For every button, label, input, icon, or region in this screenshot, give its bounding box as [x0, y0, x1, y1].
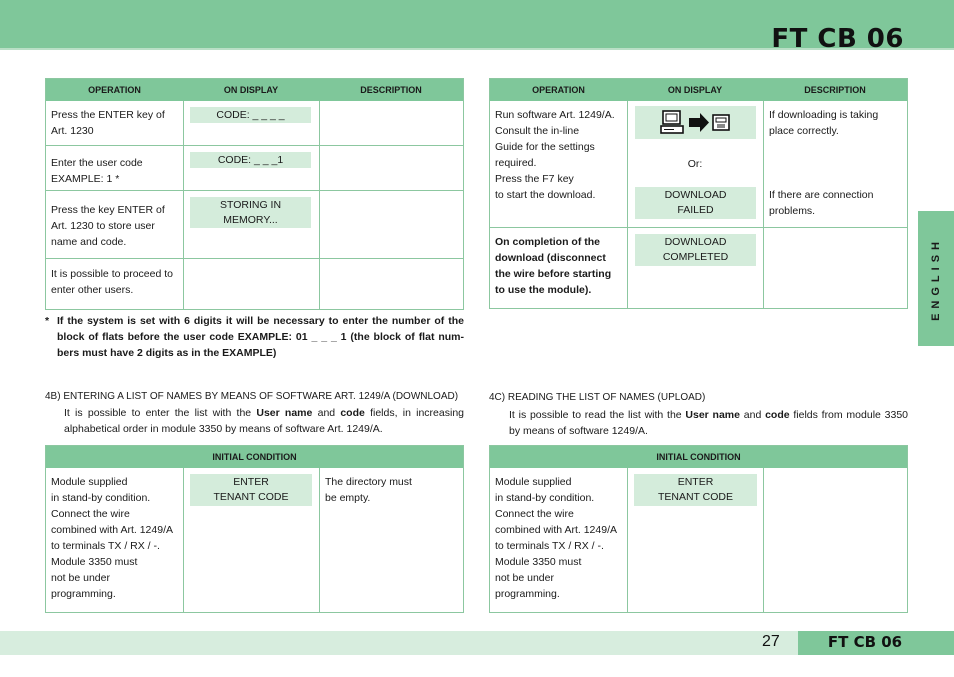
language-tab-label: ENGLISH [930, 236, 942, 321]
initial-condition-text: Module supplied in stand-by condition. Connect the wire combined with Art. 1249/A to terminals TX / RX / -. Module 3350 must not be under programming. [495, 476, 617, 600]
display-readout: CODE: _ _ _1 [190, 152, 311, 168]
row-divider [490, 227, 907, 228]
table-row-operation: It is possible to proceed to enter other users. [51, 268, 173, 296]
column-header-initial-condition: INITIAL CONDITION [46, 446, 463, 468]
footer-title: FT CB 06 [827, 633, 903, 651]
table-user-entry [45, 78, 464, 310]
column-divider [763, 101, 764, 308]
column-header-initial-condition: INITIAL CONDITION [490, 446, 907, 468]
section-paragraph-4c: It is possible to read the list with the User name and code fields from module 3350 [509, 409, 908, 421]
section-paragraph-4c-line2: by means of software 1249/A. [509, 425, 648, 437]
display-readout: ENTER TENANT CODE [634, 474, 757, 506]
table-download [489, 78, 908, 309]
display-readout: ENTER TENANT CODE [190, 474, 312, 506]
footnote-line: bers must have 2 digits as in the EXAMPLE) [57, 347, 277, 359]
table-initial-condition-upload [489, 445, 908, 613]
page-number: 27 [762, 633, 780, 650]
display-readout: DOWNLOAD FAILED [635, 187, 756, 219]
table-row-operation: Enter the user code EXAMPLE: 1 * [51, 157, 143, 185]
row-divider [46, 258, 463, 259]
table-initial-condition-download [45, 445, 464, 613]
page-title: FT CB 06 [771, 24, 904, 54]
footnote-line: block of flats before the user code EXAMPLE: 01 _ _ _ 1 (the block of flat num- [57, 331, 464, 343]
row-divider [46, 145, 463, 146]
footnote-marker: * [45, 315, 50, 327]
table-row-operation: Press the ENTER key of Art. 1230 [51, 109, 165, 137]
footnote-line: If the system is set with 6 digits it will be necessary to enter the number of the [57, 315, 464, 327]
display-readout: DOWNLOAD COMPLETED [635, 234, 756, 266]
display-readout: CODE: _ _ _ _ [190, 107, 311, 123]
computer-to-module-icon [635, 106, 756, 139]
language-tab [918, 211, 954, 346]
table-row-operation: Run software Art. 1249/A. Consult the in-line Guide for the settings required. Press the F7 key to start the download. [495, 109, 615, 201]
column-header-on-display: ON DISPLAY [627, 79, 763, 101]
section-paragraph-4b-line2: alphabetical order in module 3350 by means of software Art. 1249/A. [64, 423, 383, 435]
description-text: If downloading is taking place correctly. [769, 109, 879, 137]
initial-condition-text: Module supplied in stand-by condition. Connect the wire combined with Art. 1249/A to terminals TX / RX / -. Module 3350 must not be under programming. [51, 476, 173, 600]
table-row-operation: On completion of the download (disconnect the wire before starting to use the module). [495, 236, 612, 296]
display-readout: STORING IN MEMORY... [190, 197, 311, 228]
computer-to-module-icon [660, 110, 732, 136]
or-label: Or: [687, 158, 703, 170]
section-heading-4b: 4B) ENTERING A LIST OF NAMES BY MEANS OF SOFTWARE ART. 1249/A (DOWNLOAD) [45, 391, 459, 402]
column-divider [763, 468, 764, 612]
column-divider [183, 101, 184, 309]
column-divider [319, 468, 320, 612]
table-row-operation: Press the key ENTER of Art. 1230 to store user name and code. [51, 204, 165, 248]
column-header-description: DESCRIPTION [763, 79, 907, 101]
column-header-operation: OPERATION [490, 79, 627, 101]
column-divider [627, 101, 628, 308]
row-divider [46, 190, 463, 191]
column-header-operation: OPERATION [46, 79, 183, 101]
column-header-description: DESCRIPTION [319, 79, 463, 101]
description-text: If there are connection problems. [769, 189, 874, 217]
column-divider [319, 101, 320, 309]
column-header-on-display: ON DISPLAY [183, 79, 319, 101]
section-heading-4c: 4C) READING THE LIST OF NAMES (UPLOAD) [489, 392, 706, 403]
description-text: The directory must be empty. [325, 476, 412, 504]
section-paragraph-4b: It is possible to enter the list with the User name and code fields, in increasing [64, 407, 464, 419]
